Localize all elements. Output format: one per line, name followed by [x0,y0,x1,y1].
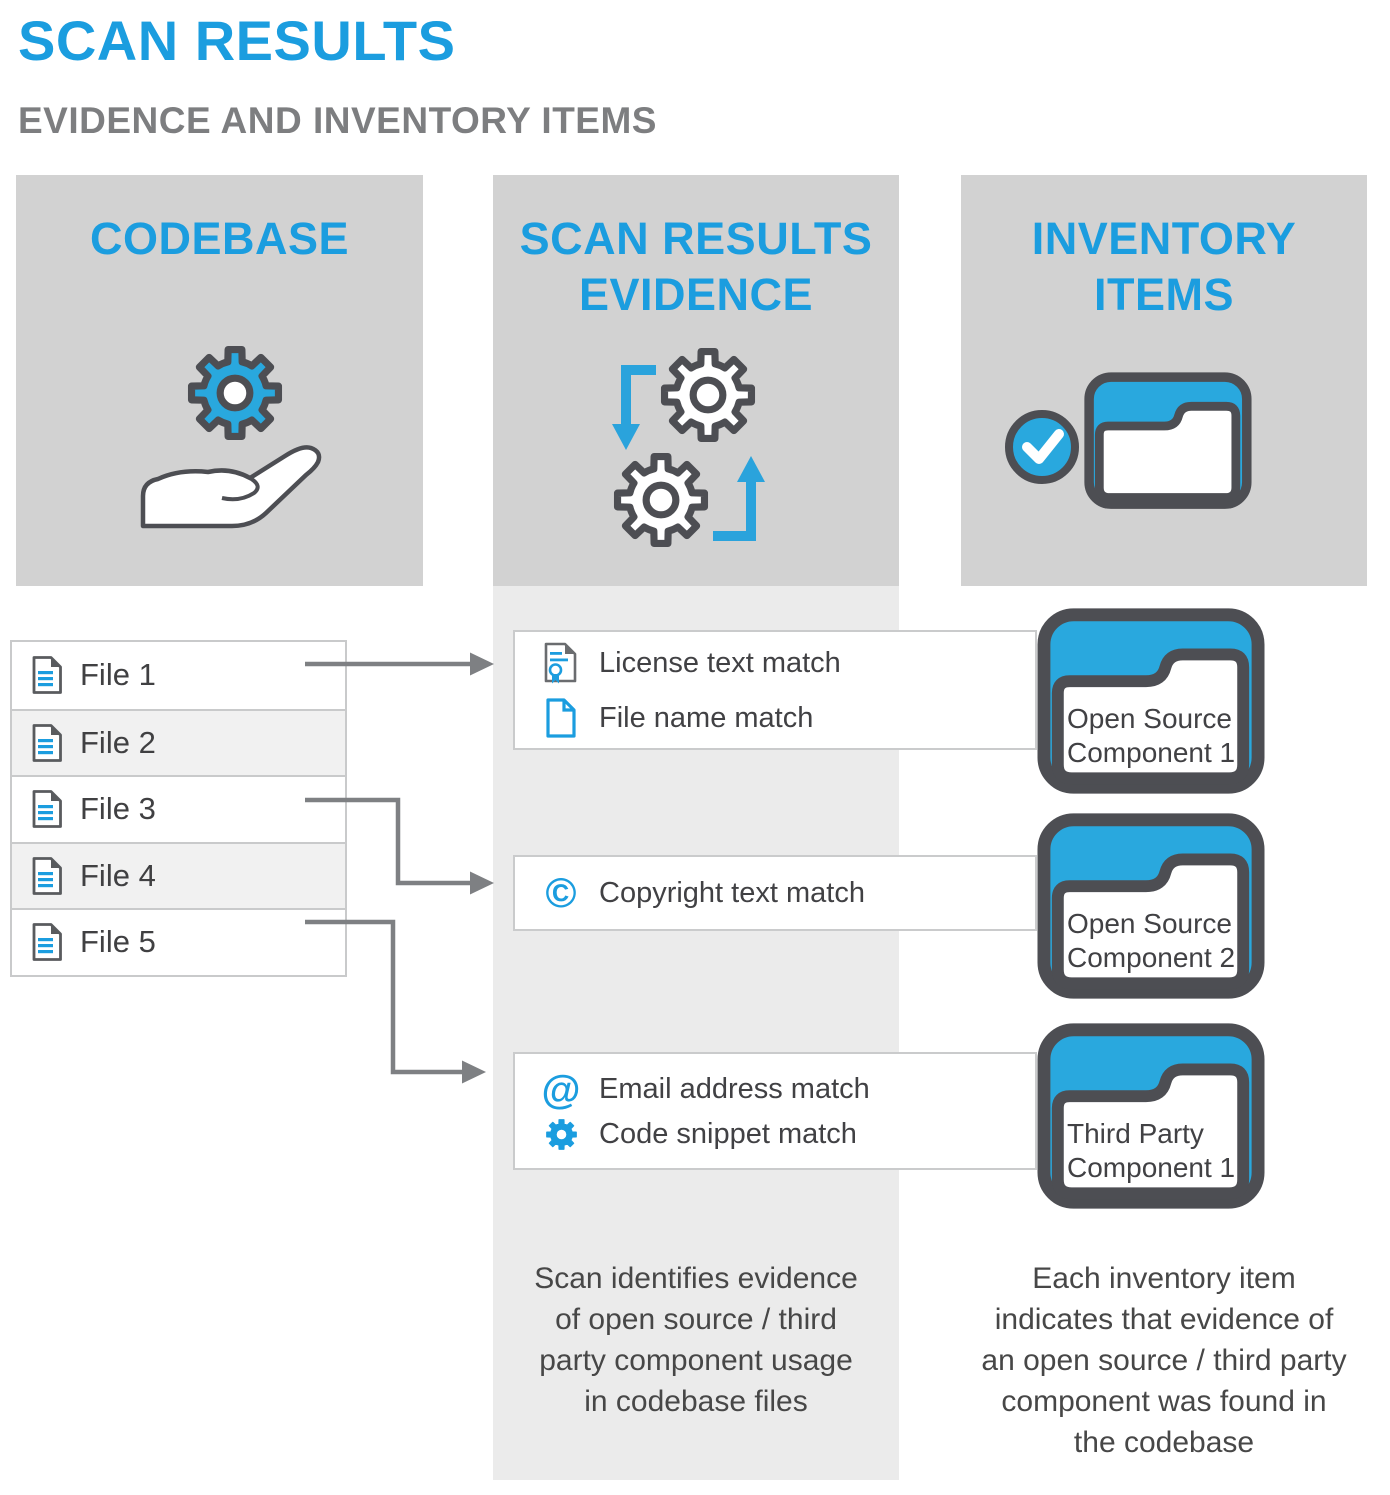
file-row [12,642,345,709]
file-row [12,775,345,842]
file-label: File 5 [80,924,156,960]
file-row [12,908,345,975]
evidence-label: License text match [599,646,841,679]
evidence-label: Code snippet match [599,1117,857,1150]
file-icon [537,696,585,740]
folder-check-icon [1000,372,1255,517]
evidence-box-license [513,630,1037,750]
page-title: SCAN RESULTS [18,9,456,72]
evidence-label: Email address match [599,1073,870,1105]
codebase-title: CODEBASE [89,213,350,264]
evidence-item [515,1067,1035,1112]
file-label: File 4 [80,857,156,893]
evidence-item [515,640,1035,686]
file-label: File 2 [80,724,156,760]
inventory-title: INVENTORY ITEMS [1031,213,1297,320]
license-icon [537,640,585,686]
evidence-label: Copyright text match [599,876,865,909]
folder-label: Open Source Component 2 [1067,908,1236,973]
evidence-item [515,869,1035,916]
document-icon [30,788,64,830]
file-row [12,842,345,909]
code-snippet-gear-icon [537,1116,585,1153]
evidence-box-email-snippet [513,1052,1037,1170]
document-icon [30,722,64,764]
file-row [12,709,345,776]
folder-label: Open Source Component 1 [1067,703,1236,768]
document-icon [30,855,64,897]
inventory-folder [1037,607,1265,795]
copyright-icon: © [545,869,577,916]
page-subtitle: EVIDENCE AND INVENTORY ITEMS [18,100,657,141]
hand-gear-icon [128,338,338,533]
folder-label: Third Party Component 1 [1067,1118,1236,1183]
document-icon [30,654,64,696]
inventory-folder [1037,1022,1265,1210]
evidence-label: File name match [599,701,814,734]
file-list [10,640,347,977]
evidence-item [515,1116,1035,1153]
evidence-box-copyright [513,855,1037,931]
inventory-folder [1037,812,1265,1000]
gears-sync-icon [598,340,803,560]
scan-note: Scan identifies evidence of open source / third party component usage in codebase files [534,1262,858,1418]
file-label: File 1 [80,657,156,693]
file-label: File 3 [80,791,156,827]
evidence-title: SCAN RESULTS EVIDENCE [519,213,873,320]
document-icon [30,921,64,963]
email-icon: @ [541,1067,581,1112]
evidence-item [515,696,1035,740]
inventory-note: Each inventory item indicates that evidence of an open source / third party component was found in the codebase [981,1262,1347,1459]
